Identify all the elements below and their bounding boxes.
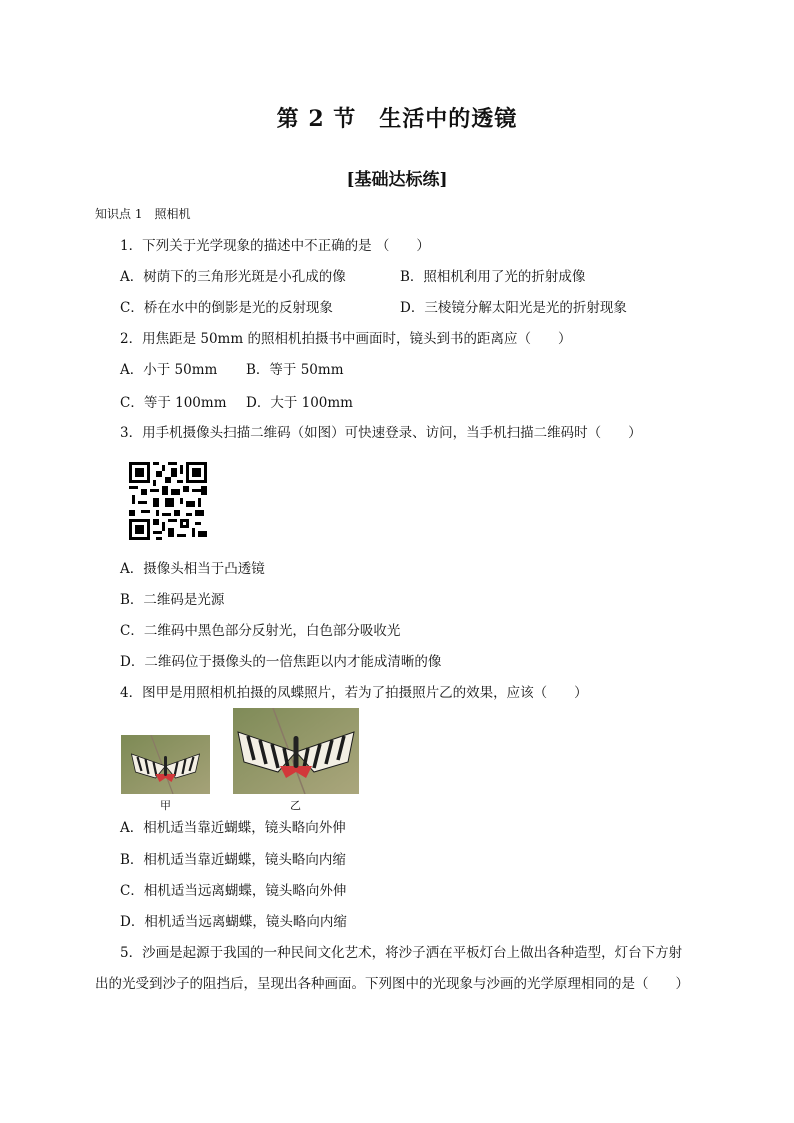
q3-option-d: D．二维码位于摄像头的一倍焦距以内才能成清晰的像 xyxy=(120,654,442,670)
knowledge-point-label: 知识点 1 照相机 xyxy=(95,207,191,221)
q2-option-a: A．小于 50mm xyxy=(120,362,218,378)
q3-option-c: C．二维码中黑色部分反射光，白色部分吸收光 xyxy=(120,623,401,639)
q2-option-d: D．大于 100mm xyxy=(246,395,353,411)
q4-stem: 4．图甲是用照相机拍摄的凤蝶照片，若为了拍摄照片乙的效果，应该（ ） xyxy=(120,685,588,701)
q4-option-a: A．相机适当靠近蝴蝶，镜头略向外伸 xyxy=(120,820,346,836)
q1-option-a: A．树荫下的三角形光斑是小孔成的像 xyxy=(120,269,346,285)
q4-option-d: D．相机适当远离蝴蝶，镜头略向内缩 xyxy=(120,914,347,930)
page-title: 第 2 节 生活中的透镜 xyxy=(276,106,518,132)
q5-stem-line2: 出的光受到沙子的阻挡后，呈现出各种画面。下列图中的光现象与沙画的光学原理相同的是（ ） xyxy=(95,976,689,992)
caption-jia: 甲 xyxy=(160,799,171,812)
q4-option-b: B．相机适当靠近蝴蝶，镜头略向内缩 xyxy=(120,852,346,868)
q1-option-c: C．桥在水中的倒影是光的反射现象 xyxy=(120,300,333,316)
butterfly-photo-b xyxy=(233,708,359,794)
q1-stem: 1．下列关于光学现象的描述中不正确的是 （ ） xyxy=(120,238,430,254)
qr-code-image xyxy=(129,462,207,540)
caption-yi: 乙 xyxy=(290,799,301,812)
q1-option-d: D．三棱镜分解太阳光是光的折射现象 xyxy=(400,300,627,316)
butterfly-photo-a xyxy=(121,735,210,794)
q5-stem-line1: 5．沙画是起源于我国的一种民间文化艺术，将沙子洒在平板灯台上做出各种造型，灯台下方射 xyxy=(120,945,683,961)
q2-stem: 2．用焦距是 50mm 的照相机拍摄书中画面时，镜头到书的距离应（ ） xyxy=(120,331,572,347)
section-subtitle: [基础达标练] xyxy=(346,170,448,190)
q2-option-c: C．等于 100mm xyxy=(120,395,227,411)
q2-option-b: B．等于 50mm xyxy=(246,362,344,378)
q1-option-b: B．照相机利用了光的折射成像 xyxy=(400,269,586,285)
q3-option-a: A．摄像头相当于凸透镜 xyxy=(120,561,265,577)
q3-stem: 3．用手机摄像头扫描二维码（如图）可快速登录、访问，当手机扫描二维码时（ ） xyxy=(120,425,642,441)
q4-option-c: C．相机适当远离蝴蝶，镜头略向外伸 xyxy=(120,883,347,899)
q3-option-b: B．二维码是光源 xyxy=(120,592,225,608)
